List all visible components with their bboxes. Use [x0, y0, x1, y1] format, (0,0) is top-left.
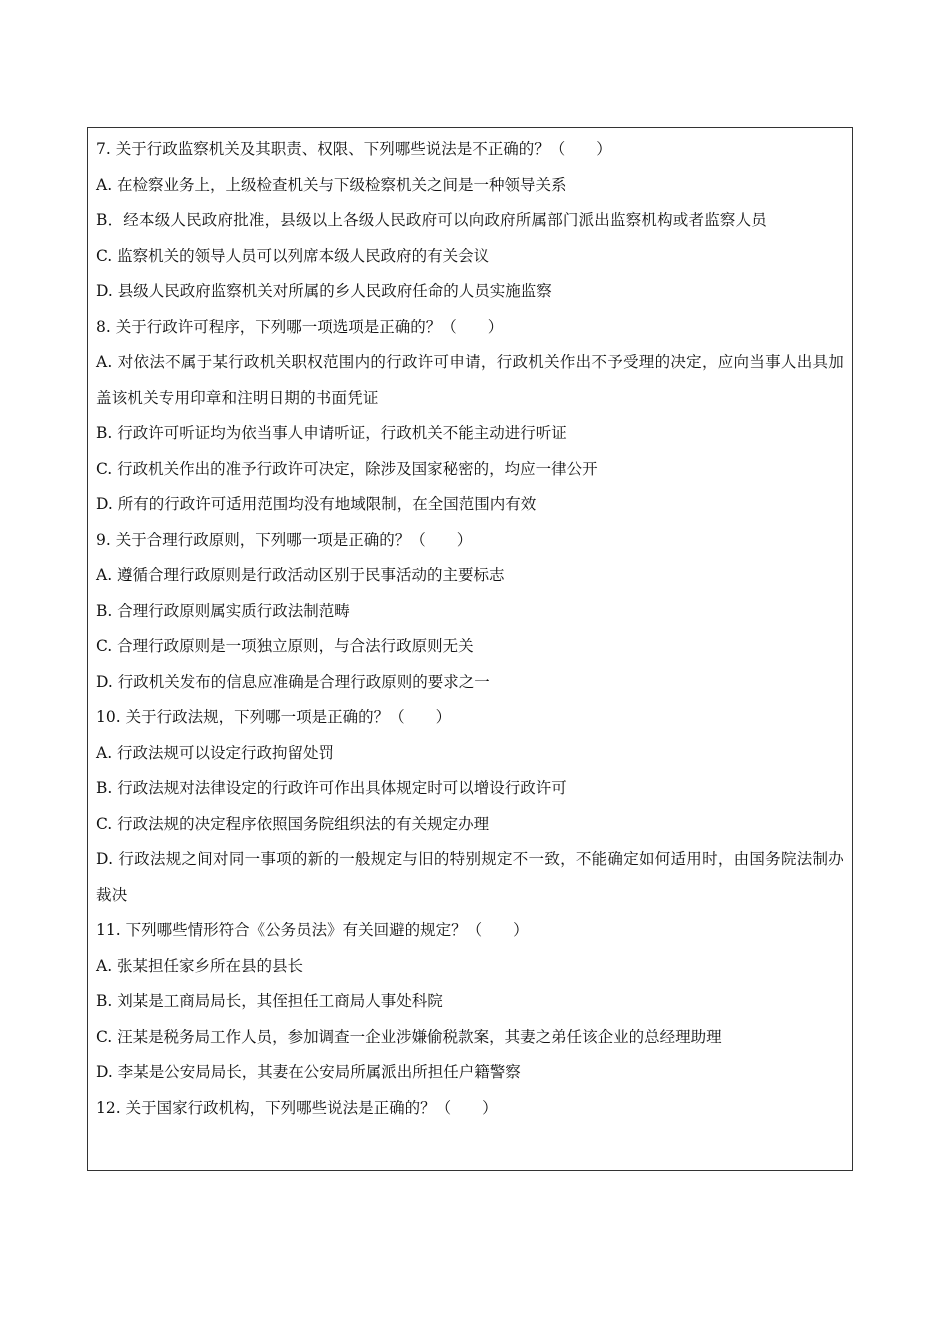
option-10c: C. 行政法规的决定程序依照国务院组织法的有关规定办理 — [96, 814, 490, 833]
option-9b: B. 合理行政原则属实质行政法制范畴 — [96, 601, 350, 620]
option-10d: D. 行政法规之间对同一事项的新的一般规定与旧的特别规定不一致，不能确定如何适用时，由国务院法制办裁决 — [96, 850, 844, 904]
option-8b: B. 行政许可听证均为依当事人申请听证，行政机关不能主动进行听证 — [96, 424, 567, 442]
question-box — [87, 127, 853, 1171]
option-7b: B．经本级人民政府批准，县级以上各级人民政府可以向政府所属部门派出监察机构或者监察人员 — [96, 211, 767, 229]
question-11: 11. 下列哪些情形符合《公务员法》有关回避的规定？（ ） — [96, 921, 529, 939]
option-7d: D. 县级人民政府监察机关对所属的乡人民政府任命的人员实施监察 — [96, 282, 552, 300]
option-8a: A. 对依法不属于某行政机关职权范围内的行政许可申请，行政机关作出不予受理的决定，应向当事人出具加盖该机关专用印章和注明日期的书面凭证 — [96, 353, 844, 407]
option-11d: D. 李某是公安局局长，其妻在公安局所属派出所担任户籍警察 — [96, 1063, 521, 1081]
option-9c: C. 合理行政原则是一项独立原则，与合法行政原则无关 — [96, 637, 474, 655]
option-9d: D. 行政机关发布的信息应准确是合理行政原则的要求之一 — [96, 672, 490, 691]
option-7c: C. 监察机关的领导人员可以列席本级人民政府的有关会议 — [96, 246, 490, 265]
option-8d: D. 所有的行政许可适用范围均没有地域限制，在全国范围内有效 — [96, 495, 537, 513]
option-11c: C. 汪某是税务局工作人员，参加调查一企业涉嫌偷税款案，其妻之弟任该企业的总经理助理 — [96, 1027, 722, 1046]
option-11a: A. 张某担任家乡所在县的县长 — [96, 956, 304, 975]
question-12: 12. 关于国家行政机构，下列哪些说法是正确的？（ ） — [96, 1098, 498, 1117]
question-10: 10. 关于行政法规，下列哪一项是正确的？（ ） — [96, 708, 452, 726]
question-7: 7. 关于行政监察机关及其职责、权限、下列哪些说法是不正确的？（ ） — [96, 140, 612, 158]
option-11b: B. 刘某是工商局局长，其侄担任工商局人事处科院 — [96, 992, 443, 1010]
question-9: 9. 关于合理行政原则，下列哪一项是正确的？（ ） — [96, 530, 473, 549]
option-7a: A. 在检察业务上，上级检查机关与下级检察机关之间是一种领导关系 — [96, 175, 567, 194]
option-8c: C. 行政机关作出的准予行政许可决定，除涉及国家秘密的，均应一律公开 — [96, 459, 598, 478]
option-10a: A. 行政法规可以设定行政拘留处罚 — [96, 743, 335, 762]
option-10b: B. 行政法规对法律设定的行政许可作出具体规定时可以增设行政许可 — [96, 779, 567, 797]
option-9a: A. 遵循合理行政原则是行政活动区别于民事活动的主要标志 — [96, 566, 505, 584]
question-8: 8. 关于行政许可程序，下列哪一项选项是正确的？（ ） — [96, 317, 504, 336]
question-list — [96, 132, 844, 1126]
